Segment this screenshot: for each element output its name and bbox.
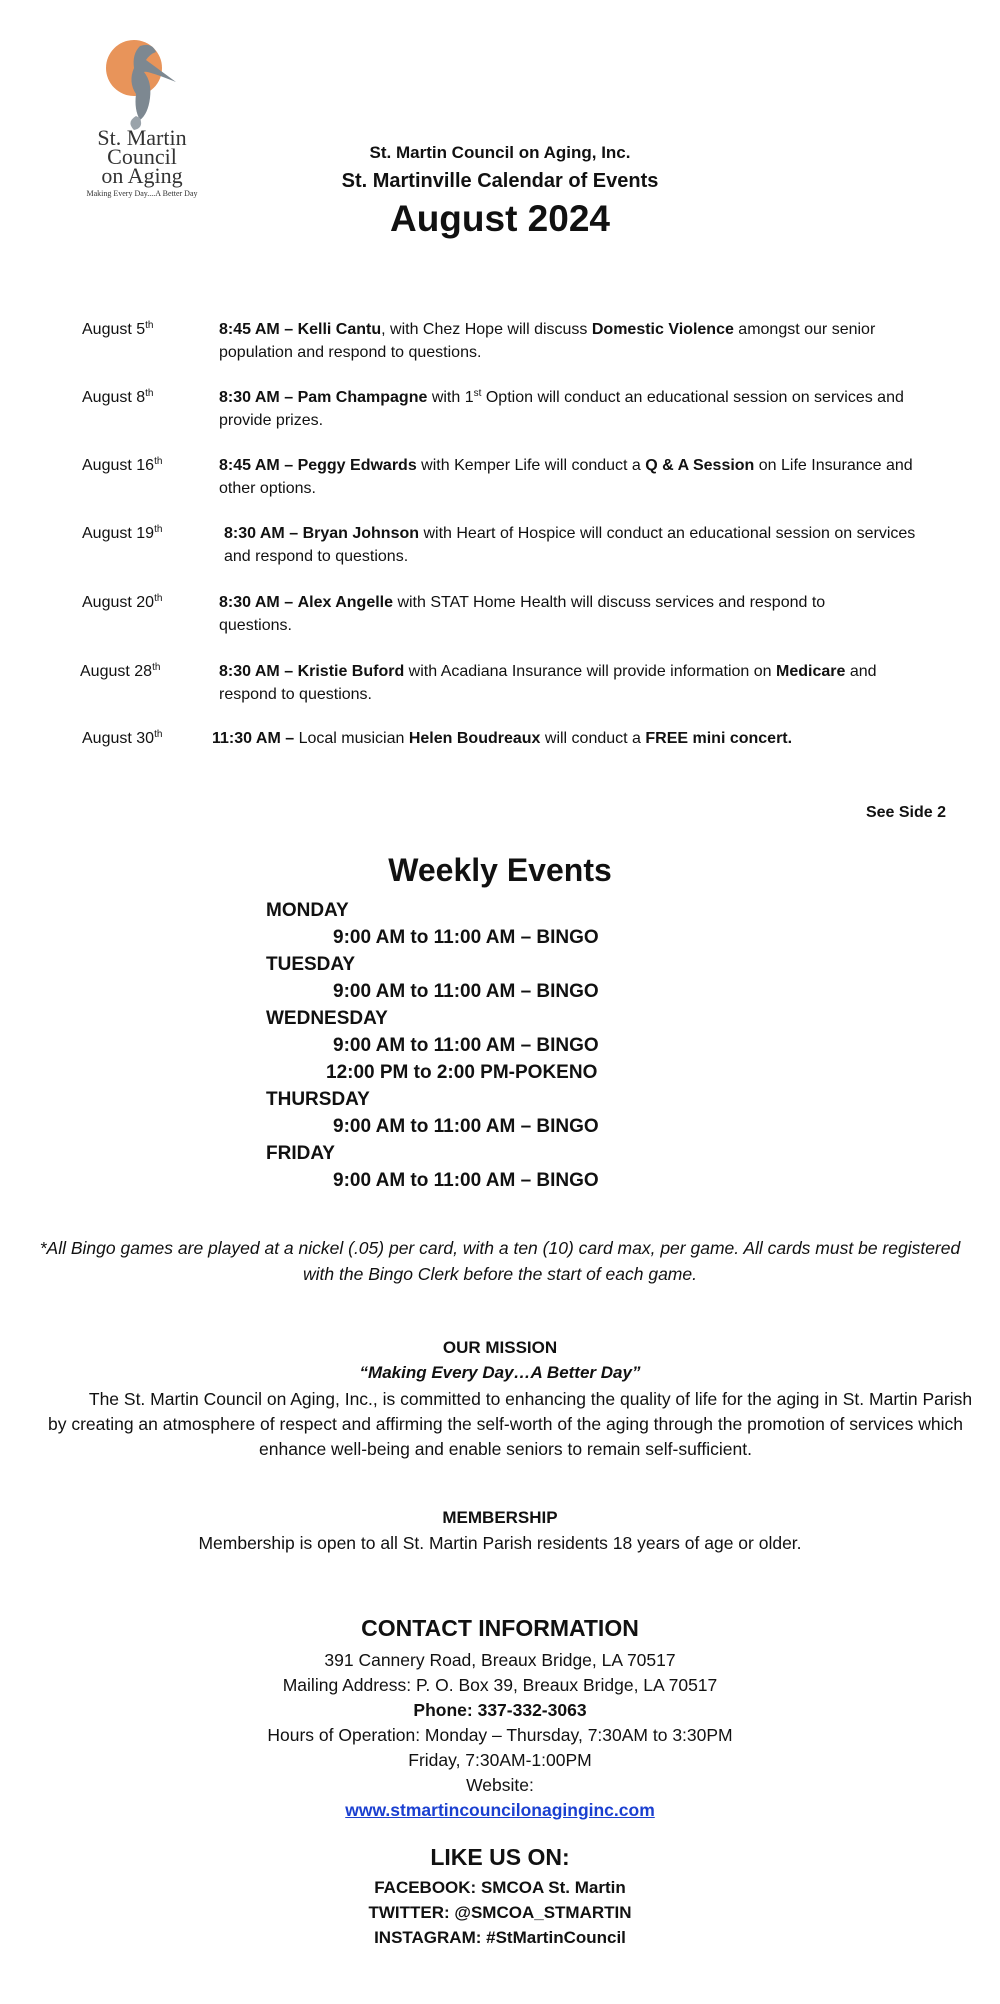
mission-title: OUR MISSION [442,1338,558,1357]
event-date: August 8th [82,388,154,406]
membership-title: MEMBERSHIP [442,1508,558,1527]
logo-tagline: Making Every Day....A Better Day [86,189,198,198]
weekday-wednesday: WEDNESDAY [266,1008,388,1029]
schedule-item: 9:00 AM to 11:00 AM – BINGO [333,1116,599,1137]
weekday-tuesday: TUESDAY [266,954,356,975]
mission-quote: “Making Every Day…A Better Day” [359,1363,641,1382]
event-date: August 28th [80,662,161,680]
weekday-friday: FRIDAY [266,1143,335,1164]
event-date: August 30th [82,729,163,747]
event-date: August 16th [82,456,163,474]
logo-line-3: on Aging [101,163,183,188]
contact-mailing: Mailing Address: P. O. Box 39, Breaux Bridge, LA 70517 [282,1675,718,1695]
mission-body: The St. Martin Council on Aging, Inc., is committed to enhancing the quality of life for the aging in St. Martin Parish by creating an atmosphere of respect and affirming the self-worth of the aging through the promotion of services which enhance well-being and enable seniors to remain self-sufficient. [47,1389,973,1459]
contact-phone: Phone: 337-332-3063 [413,1700,587,1720]
contact-info [0,1648,1000,1823]
weekly-events-title: Weekly Events [388,852,612,888]
contact-address: 391 Cannery Road, Breaux Bridge, LA 70517 [324,1650,676,1670]
membership-text: Membership is open to all St. Martin Parish residents 18 years of age or older. [198,1533,802,1553]
event-description: 11:30 AM – Local musician Helen Boudreaux will conduct a FREE mini concert. [212,730,793,747]
schedule-item: 9:00 AM to 11:00 AM – BINGO [333,1170,599,1191]
weekday-monday: MONDAY [266,900,349,921]
event-date: August 5th [82,320,154,338]
logo-line-1: St. Martin [97,125,187,150]
see-side-note: See Side 2 [865,804,946,821]
schedule-item: 9:00 AM to 11:00 AM – BINGO [333,927,599,948]
contact-hours: Hours of Operation: Monday – Thursday, 7:30AM to 3:30PM [267,1725,733,1745]
event-description: 8:30 AM – Bryan Johnson with Heart of Hospice will conduct an educational session on services and respond to questions. [224,525,916,565]
like-us-title: LIKE US ON: [430,1844,570,1870]
contact-hours-friday: Friday, 7:30AM-1:00PM [408,1750,592,1770]
social-links [0,1875,1000,1950]
weekday-thursday: THURSDAY [266,1089,370,1110]
weekly-schedule [266,897,599,1194]
event-date: August 19th [82,524,163,542]
event-description: 8:45 AM – Kelli Cantu, with Chez Hope will discuss Domestic Violence amongst our senior population and respond to questions. [219,321,876,361]
schedule-item: 12:00 PM to 2:00 PM-POKENO [326,1062,598,1083]
bingo-note: *All Bingo games are played at a nickel (.05) per card, with a ten (10) card max, per game. All cards must be registered with the Bingo Clerk before the start of each game. [39,1238,961,1284]
event-date: August 20th [82,593,163,611]
org-name: St. Martin Council on Aging, Inc. [369,143,631,162]
pelican-sun-icon [100,36,184,132]
schedule-item: 9:00 AM to 11:00 AM – BINGO [333,1035,599,1056]
event-description: 8:45 AM – Peggy Edwards with Kemper Life will conduct a Q & A Session on Life Insurance and other options. [219,457,913,497]
calendar-subtitle: St. Martinville Calendar of Events [341,170,659,192]
event-description: 8:30 AM – Alex Angelle with STAT Home Health will discuss services and respond to questions. [219,594,826,634]
website-link[interactable]: www.stmartincouncilonaginginc.com [345,1800,655,1820]
contact-website-line: Website: www.stmartincouncilonaginginc.com [345,1775,655,1820]
facebook-handle: FACEBOOK: SMCOA St. Martin [374,1878,626,1897]
schedule-item: 9:00 AM to 11:00 AM – BINGO [333,981,599,1002]
event-description: 8:30 AM – Pam Champagne with 1st Option will conduct an educational session on services and provide prizes. [219,388,904,429]
instagram-handle: INSTAGRAM: #StMartinCouncil [374,1928,626,1947]
page-title: August 2024 [389,198,610,239]
event-description: 8:30 AM – Kristie Buford with Acadiana Insurance will provide information on Medicare and respond to questions. [219,663,877,703]
twitter-handle: TWITTER: @SMCOA_STMARTIN [368,1903,632,1922]
logo-line-2: Council [107,144,177,169]
contact-title: CONTACT INFORMATION [361,1615,639,1641]
